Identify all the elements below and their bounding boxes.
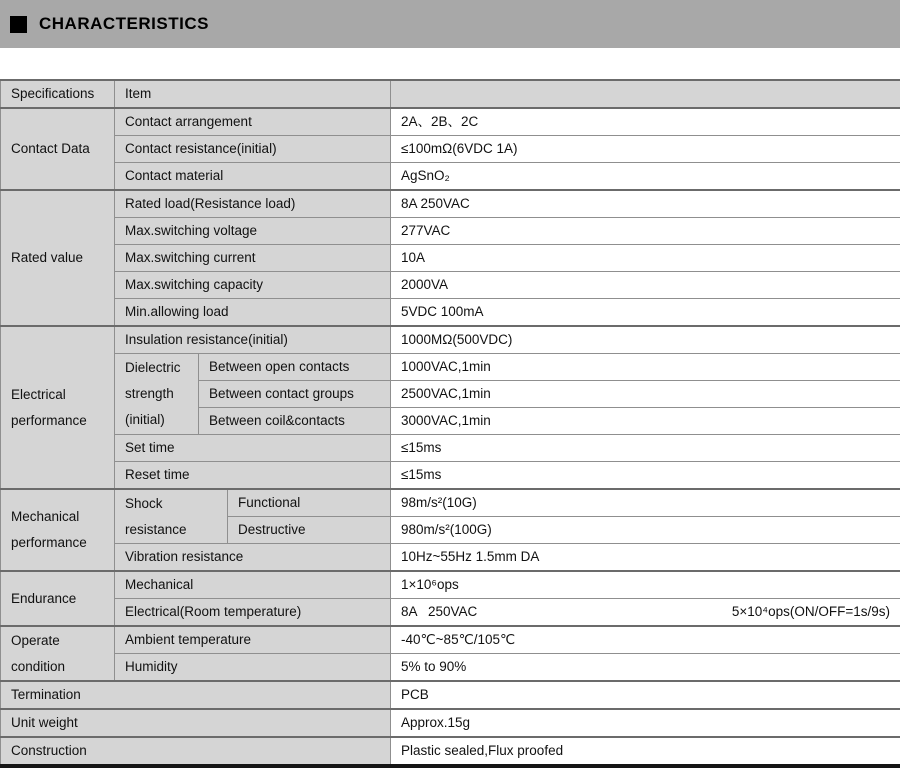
item-label: Contact resistance(initial) xyxy=(115,136,391,163)
item-label: Max.switching capacity xyxy=(115,272,391,299)
item-value: ≤15ms xyxy=(391,435,900,462)
table-row xyxy=(1,737,900,766)
item-value: 3000VAC,1min xyxy=(391,408,900,435)
item-value: 980m/s²(100G) xyxy=(391,517,900,544)
col-header-specifications: Specifications xyxy=(1,80,115,108)
table-row xyxy=(1,654,900,682)
table-row xyxy=(1,136,900,163)
item-label: Between contact groups xyxy=(199,381,391,408)
section-header-bar xyxy=(0,0,900,48)
item-value: -40℃~85℃/105℃ xyxy=(391,626,900,654)
item-label: Humidity xyxy=(115,654,391,682)
item-value xyxy=(391,599,900,627)
table-row xyxy=(1,108,900,136)
group-label-electrical-performance: Electrical performance xyxy=(1,326,115,489)
page-title: CHARACTERISTICS xyxy=(39,14,209,34)
item-label: Contact material xyxy=(115,163,391,191)
group-label-contact-data: Contact Data xyxy=(1,108,115,190)
col-header-value xyxy=(391,80,900,108)
item-label: Destructive xyxy=(228,517,391,544)
table-row xyxy=(1,299,900,327)
table-row xyxy=(1,571,900,599)
table-row xyxy=(1,489,900,517)
item-value: 10A xyxy=(391,245,900,272)
table-row xyxy=(1,163,900,191)
table-row xyxy=(1,272,900,299)
item-value: 10Hz~55Hz 1.5mm DA xyxy=(391,544,900,572)
col-header-item: Item xyxy=(115,80,391,108)
table-row xyxy=(1,462,900,490)
table-row xyxy=(1,354,900,381)
table-row xyxy=(1,599,900,627)
item-value: Approx.15g xyxy=(391,709,900,737)
item-label: Reset time xyxy=(115,462,391,490)
item-label: Electrical(Room temperature) xyxy=(115,599,391,627)
item-value: 8A 250VAC xyxy=(391,190,900,218)
item-label: Max.switching current xyxy=(115,245,391,272)
table-row xyxy=(1,544,900,572)
value-left: 8A 250VAC xyxy=(401,599,477,625)
item-label: Rated load(Resistance load) xyxy=(115,190,391,218)
item-label: Min.allowing load xyxy=(115,299,391,327)
item-value: 1000VAC,1min xyxy=(391,354,900,381)
group-label-endurance: Endurance xyxy=(1,571,115,626)
group-label-rated-value: Rated value xyxy=(1,190,115,326)
item-label: Insulation resistance(initial) xyxy=(115,326,391,354)
item-label-construction: Construction xyxy=(1,737,391,766)
table-row xyxy=(1,326,900,354)
item-value: 2A、2B、2C xyxy=(391,108,900,136)
item-label: Functional xyxy=(228,489,391,517)
group-label-operate-condition: Operate condition xyxy=(1,626,115,681)
value-right: 5×10⁴ops(ON/OFF=1s/9s) xyxy=(732,599,890,625)
item-value: 1000MΩ(500VDC) xyxy=(391,326,900,354)
item-label-unit-weight: Unit weight xyxy=(1,709,391,737)
table-row xyxy=(1,218,900,245)
item-value: PCB xyxy=(391,681,900,709)
item-label-termination: Termination xyxy=(1,681,391,709)
item-value: 5% to 90% xyxy=(391,654,900,682)
item-value: 5VDC 100mA xyxy=(391,299,900,327)
item-label: Set time xyxy=(115,435,391,462)
item-value: ≤100mΩ(6VDC 1A) xyxy=(391,136,900,163)
item-label: Ambient temperature xyxy=(115,626,391,654)
item-label: Vibration resistance xyxy=(115,544,391,572)
table-row xyxy=(1,435,900,462)
item-label: Between open contacts xyxy=(199,354,391,381)
item-value: ≤15ms xyxy=(391,462,900,490)
group-label-mechanical-performance: Mechanical performance xyxy=(1,489,115,571)
item-value: 2000VA xyxy=(391,272,900,299)
item-value: AgSnO₂ xyxy=(391,163,900,191)
item-value: 277VAC xyxy=(391,218,900,245)
table-row xyxy=(1,245,900,272)
table-row xyxy=(1,681,900,709)
item-value: Plastic sealed,Flux proofed xyxy=(391,737,900,766)
characteristics-table xyxy=(0,79,900,768)
item-value: 98m/s²(10G) xyxy=(391,489,900,517)
table-row xyxy=(1,190,900,218)
item-value: 2500VAC,1min xyxy=(391,381,900,408)
section-marker-icon xyxy=(10,16,27,33)
item-value: 1×10⁶ops xyxy=(391,571,900,599)
sub-group-label-dielectric-strength: Dielectric strength (initial) xyxy=(115,354,199,435)
item-label: Contact arrangement xyxy=(115,108,391,136)
item-label: Between coil&contacts xyxy=(199,408,391,435)
item-label: Mechanical xyxy=(115,571,391,599)
table-header-row xyxy=(1,80,900,108)
sub-group-label-shock-resistance: Shock resistance xyxy=(115,489,228,544)
item-label: Max.switching voltage xyxy=(115,218,391,245)
table-row xyxy=(1,626,900,654)
